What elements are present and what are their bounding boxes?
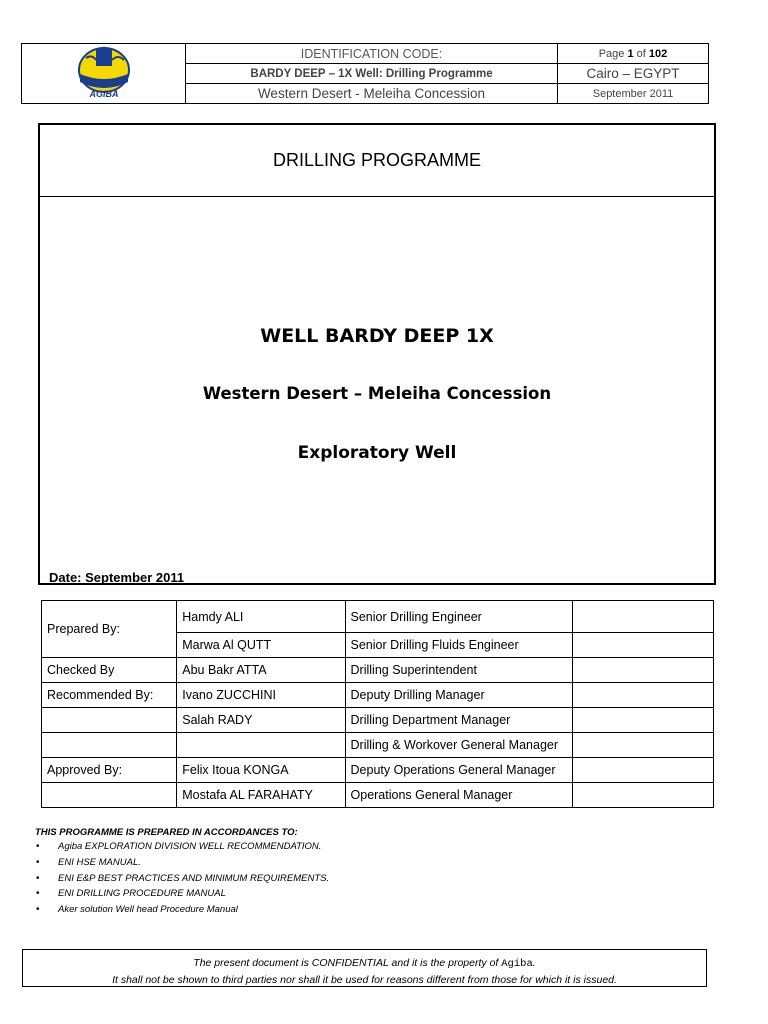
list-item: • ENI DRILLING PROCEDURE MANUAL — [58, 886, 329, 902]
doc-city: Cairo – EGYPT — [558, 64, 709, 84]
name-cell: Salah RADY — [177, 708, 345, 733]
table-row — [42, 708, 714, 733]
role-cell — [42, 783, 177, 808]
signature-cell — [573, 633, 714, 658]
name-cell — [177, 733, 345, 758]
name-cell: Ivano ZUCCHINI — [177, 683, 345, 708]
well-type: Exploratory Well — [297, 443, 457, 463]
agiba-logo-icon — [74, 44, 134, 100]
role-cell: Recommended By: — [42, 683, 177, 708]
name-cell: Felix Itoua KONGA — [177, 758, 345, 783]
signatures-table — [41, 600, 714, 808]
doc-title: BARDY DEEP – 1X Well: Drilling Programme — [186, 64, 558, 84]
document-header — [21, 43, 709, 104]
logo-cell — [22, 44, 186, 104]
signature-cell — [573, 658, 714, 683]
list-item: • ENI HSE MANUAL. — [58, 855, 329, 871]
title-cell: Senior Drilling Engineer — [345, 601, 573, 633]
title-cell: Drilling Superintendent — [345, 658, 573, 683]
role-cell — [42, 708, 177, 733]
title-cell: Operations General Manager — [345, 783, 573, 808]
page-number: 1 — [627, 47, 634, 60]
signature-cell — [573, 601, 714, 633]
signature-cell — [573, 733, 714, 758]
confidentiality-footer — [22, 949, 707, 987]
list-item: • Agiba EXPLORATION DIVISION WELL RECOMMENDATION. — [58, 839, 329, 855]
title-cell: Drilling Department Manager — [345, 708, 573, 733]
page-total: 102 — [648, 47, 668, 60]
footer-period: . — [532, 957, 536, 969]
table-row — [42, 683, 714, 708]
table-row — [42, 601, 714, 633]
name-cell: Hamdy ALI — [177, 601, 345, 633]
role-cell: Checked By — [42, 658, 177, 683]
table-row — [42, 733, 714, 758]
logo-text: AGIBA — [89, 89, 118, 99]
table-row — [42, 758, 714, 783]
footer-company: Agiba — [501, 958, 533, 970]
references-notes — [35, 827, 329, 918]
footer-text: The present document is CONFIDENTIAL and it is the property of — [193, 957, 502, 969]
title-cell: Senior Drilling Fluids Engineer — [345, 633, 573, 658]
cover-box — [38, 123, 716, 585]
list-item: • Aker solution Well head Procedure Manual — [58, 902, 329, 918]
footer-line-1 — [23, 955, 706, 972]
signature-cell — [573, 683, 714, 708]
footer-line-2: It shall not be shown to third parties nor shall it be used for reasons different from those for which it is issued. — [112, 974, 617, 986]
name-cell: Abu Bakr ATTA — [177, 658, 345, 683]
well-name: WELL BARDY DEEP 1X — [260, 325, 494, 347]
page-of: of — [636, 47, 646, 60]
list-item: • ENI E&P BEST PRACTICES AND MINIMUM REQUIREMENTS. — [58, 871, 329, 887]
cover-date: Date: September 2011 — [49, 570, 185, 585]
table-row — [42, 783, 714, 808]
cover-title: DRILLING PROGRAMME — [40, 125, 714, 197]
signature-cell — [573, 708, 714, 733]
role-cell — [42, 733, 177, 758]
table-row — [42, 658, 714, 683]
identification-code: IDENTIFICATION CODE: — [186, 44, 558, 64]
notes-list — [35, 839, 329, 918]
signature-cell — [573, 758, 714, 783]
role-cell: Approved By: — [42, 758, 177, 783]
role-cell: Prepared By: — [42, 601, 177, 658]
page-indicator — [558, 44, 709, 64]
name-cell: Marwa Al QUTT — [177, 633, 345, 658]
doc-area: Western Desert - Meleiha Concession — [186, 84, 558, 104]
title-cell: Drilling & Workover General Manager — [345, 733, 573, 758]
cover-area: Western Desert – Meleiha Concession — [202, 384, 552, 403]
title-cell: Deputy Operations General Manager — [345, 758, 573, 783]
notes-heading: THIS PROGRAMME IS PREPARED IN ACCORDANCES TO: — [35, 827, 298, 838]
page-label: Page — [598, 47, 625, 60]
signature-cell — [573, 783, 714, 808]
doc-date: September 2011 — [558, 84, 709, 104]
title-cell: Deputy Drilling Manager — [345, 683, 573, 708]
name-cell: Mostafa AL FARAHATY — [177, 783, 345, 808]
